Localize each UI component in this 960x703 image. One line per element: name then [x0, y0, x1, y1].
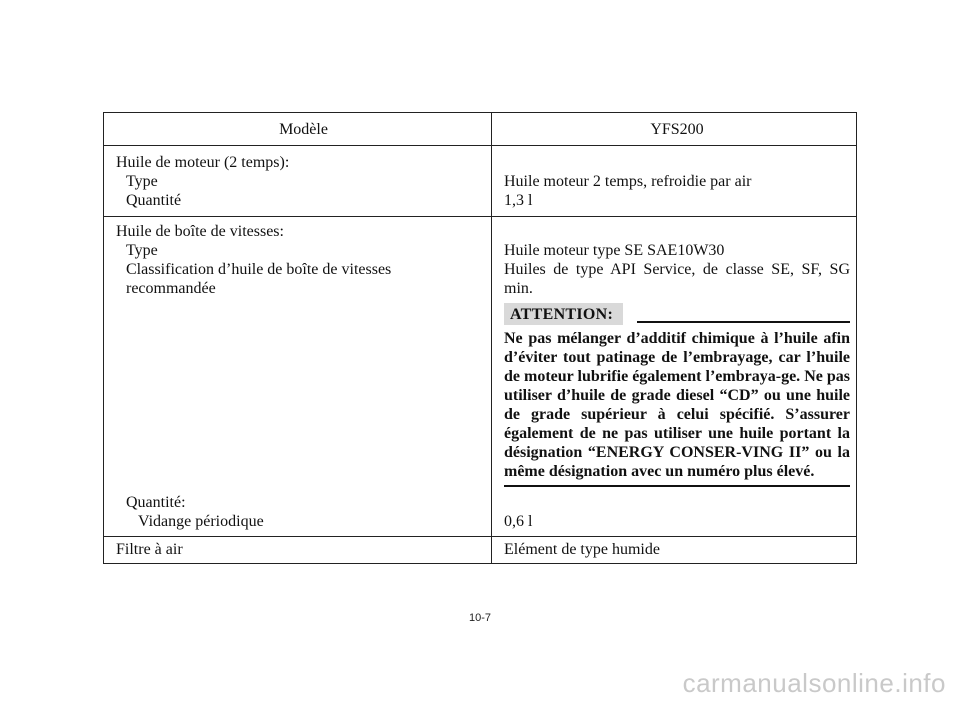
gear-oil-row	[104, 217, 857, 537]
watermark: carmanualsonline.info	[682, 668, 946, 698]
gear-oil-classification-value: Huiles de type API Service, de classe SE, SF, SG min.	[504, 261, 850, 297]
gear-oil-periodic-value: 0,6 l	[504, 513, 533, 530]
gear-oil-title: Huile de boîte de vitesses:	[116, 223, 284, 240]
header-model: Modèle	[104, 113, 492, 146]
gear-oil-labels	[104, 217, 492, 537]
attention-header	[504, 303, 850, 325]
gear-oil-type-value: Huile moteur type SE SAE10W30	[504, 242, 725, 259]
gear-oil-values	[492, 217, 857, 537]
engine-oil-quantity-value: 1,3 l	[504, 192, 533, 209]
attention-top-rule	[637, 321, 850, 323]
spec-table	[103, 112, 857, 564]
attention-label: ATTENTION:	[504, 303, 623, 325]
air-filter-row	[104, 537, 857, 564]
gear-oil-periodic-label: Vidange périodique	[138, 513, 264, 530]
attention-text: Ne pas mélanger d’additif chimique à l’huile afin d’éviter tout patinage de l’embrayage, car l’huile de moteur lubrifie également l’embraya-ge. Ne pas utiliser d’huile de grade diesel “CD” ou une huile de grade supérieur à celui spécifié. S’assurer également de ne pas utiliser une huile portant la désignation “ENERGY CONSER-VING II” ou la même désignation avec un numéro plus élevé.	[504, 330, 850, 480]
attention-box	[504, 303, 850, 487]
engine-oil-type-value: Huile moteur 2 temps, refroidie par air	[504, 173, 752, 190]
engine-oil-labels	[104, 146, 492, 217]
table-header-row	[104, 113, 857, 146]
engine-oil-type-label: Type	[126, 173, 158, 190]
header-model-value: YFS200	[492, 113, 857, 146]
gear-oil-quantity-label: Quantité:	[126, 494, 186, 511]
gear-oil-type-label: Type	[126, 242, 158, 259]
engine-oil-title: Huile de moteur (2 temps):	[116, 154, 290, 171]
air-filter-label: Filtre à air	[104, 537, 492, 564]
page-number: 10-7	[468, 612, 492, 624]
engine-oil-values	[492, 146, 857, 217]
engine-oil-row	[104, 146, 857, 217]
attention-bottom-rule	[504, 485, 850, 487]
gear-oil-classification-label: Classification d’huile de boîte de vitesses	[126, 261, 392, 278]
gear-oil-classification-label-cont: recommandée	[126, 280, 216, 297]
air-filter-value: Elément de type humide	[492, 537, 857, 564]
engine-oil-quantity-label: Quantité	[126, 192, 182, 209]
